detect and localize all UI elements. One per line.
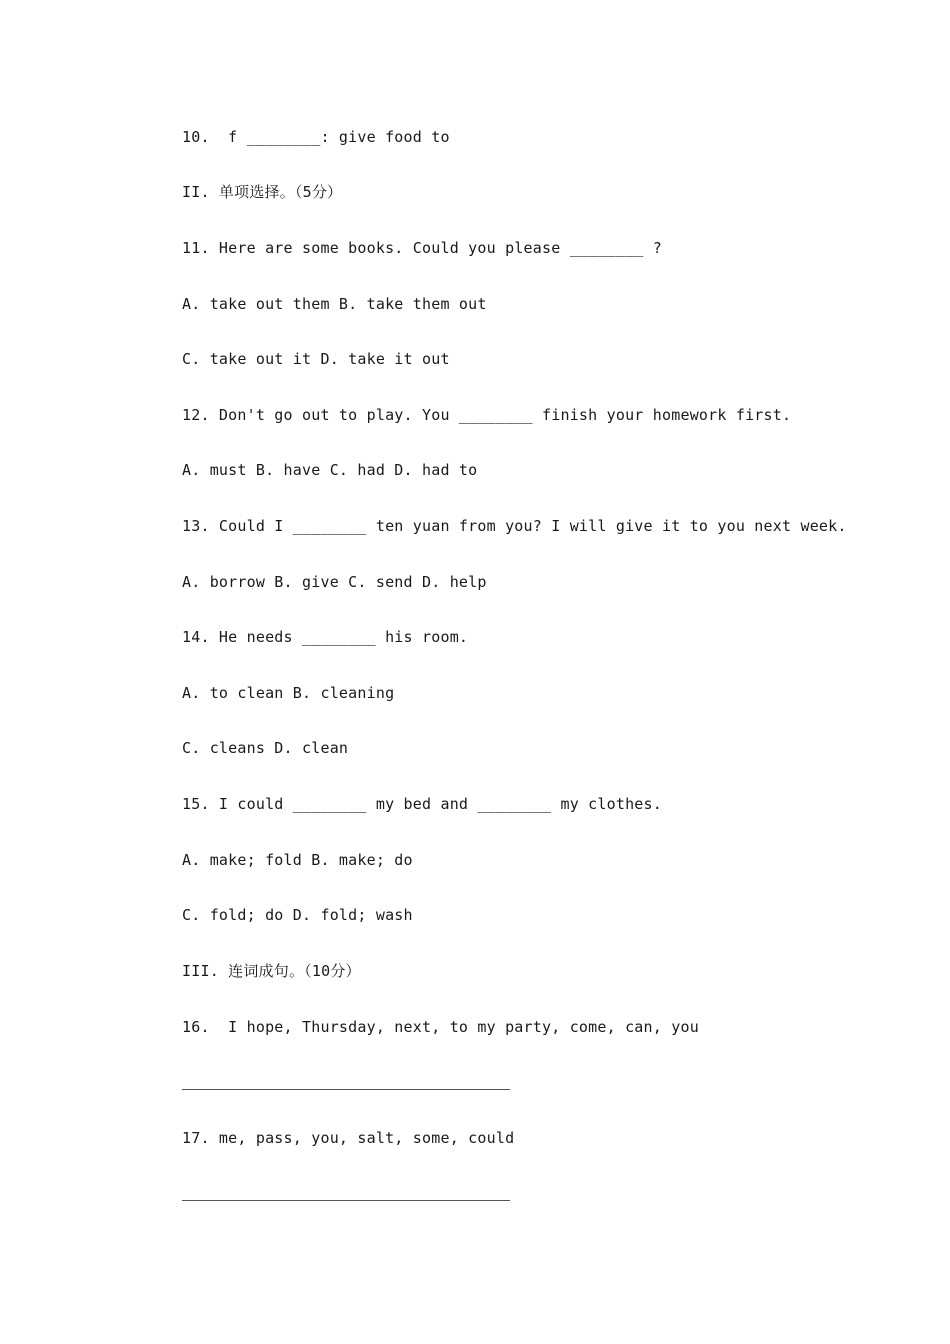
question-11-options-ab: A. take out them B. take them out — [182, 295, 487, 313]
answer-line-17[interactable] — [182, 1200, 510, 1201]
question-11-options-cd: C. take out it D. take it out — [182, 350, 450, 368]
question-15-options-ab: A. make; fold B. make; do — [182, 851, 413, 869]
question-13: 13. Could I ________ ten yuan from you? I will give it to you next week. — [182, 517, 847, 535]
section-heading-ii: II. 单项选择。（5分） — [182, 183, 343, 201]
question-10: 10. f ________: give food to — [182, 128, 450, 146]
section-heading-iii: III. 连词成句。（10分） — [182, 962, 361, 980]
question-14-options-cd: C. cleans D. clean — [182, 739, 349, 757]
answer-line-16[interactable] — [182, 1089, 510, 1090]
question-16: 16. I hope, Thursday, next, to my party, come, can, you — [182, 1018, 699, 1036]
question-17: 17. me, pass, you, salt, some, could — [182, 1129, 515, 1147]
question-14-options-ab: A. to clean B. cleaning — [182, 684, 395, 702]
question-12: 12. Don't go out to play. You ________ finish your homework first. — [182, 406, 792, 424]
question-13-options: A. borrow B. give C. send D. help — [182, 573, 487, 591]
question-15-options-cd: C. fold; do D. fold; wash — [182, 906, 413, 924]
question-12-options: A. must B. have C. had D. had to — [182, 461, 478, 479]
question-11: 11. Here are some books. Could you please ________ ? — [182, 239, 662, 257]
question-15: 15. I could ________ my bed and ________ my clothes. — [182, 795, 662, 813]
question-14: 14. He needs ________ his room. — [182, 628, 469, 646]
